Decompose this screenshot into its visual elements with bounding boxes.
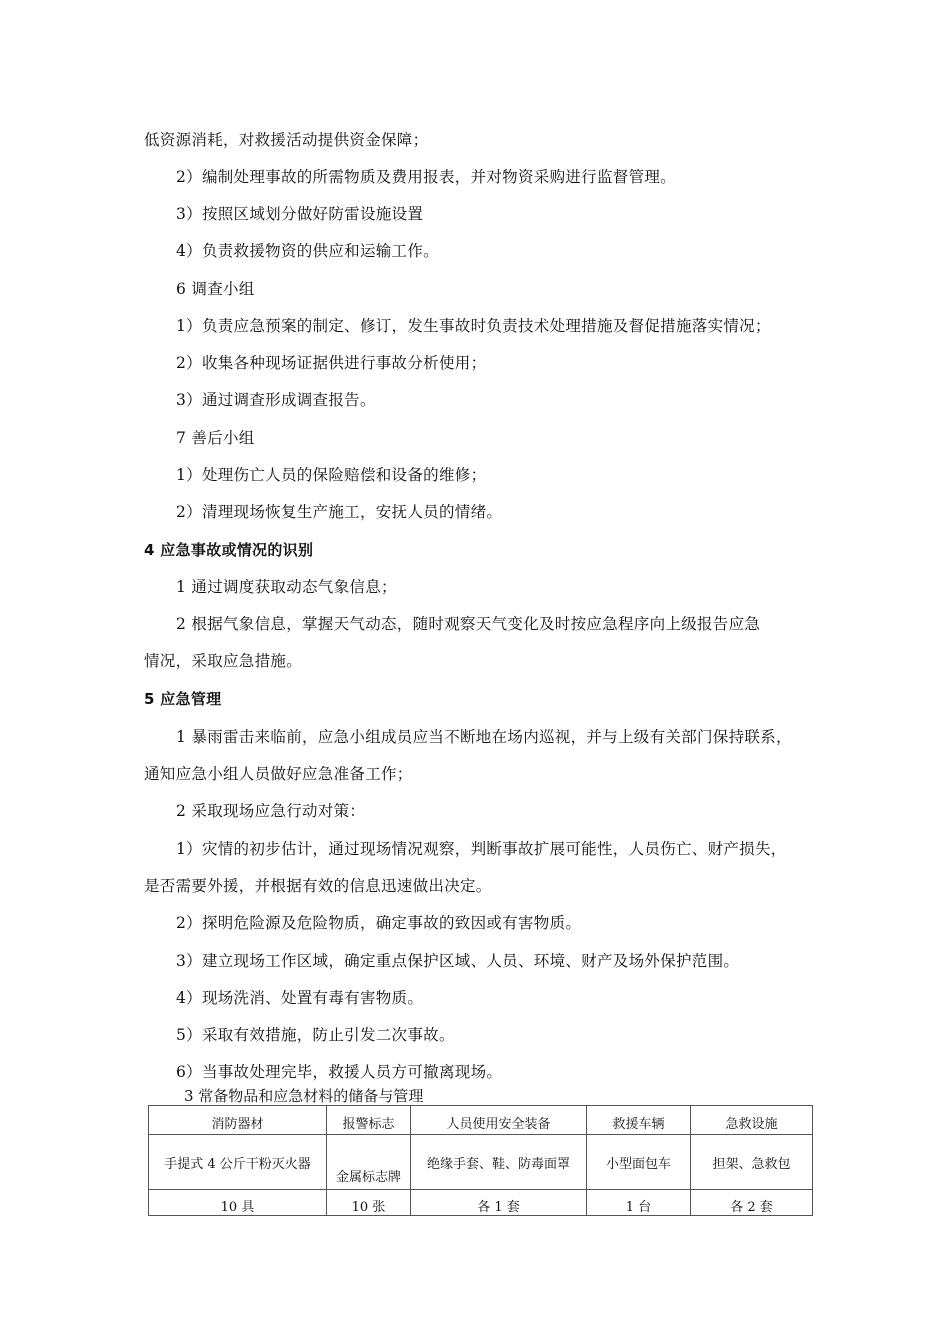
table-header-row <box>149 1106 813 1135</box>
item-cell: 手提式 4 公斤干粉灭火器 <box>149 1135 327 1190</box>
subsection-title: 6 调查小组 <box>176 280 255 298</box>
text-line: 1 通过调度获取动态气象信息； <box>176 578 397 596</box>
header-cell-fire-equipment: 消防器材 <box>149 1106 327 1135</box>
section-heading: 4 应急事故或情况的识别 <box>144 541 314 559</box>
table-caption: 3 常备物品和应急材料的储备与管理 <box>184 1087 424 1105</box>
text-line: 5）采取有效措施，防止引发二次事故。 <box>176 1026 455 1044</box>
item-cell: 绝缘手套、鞋、防毒面罩 <box>411 1135 587 1190</box>
table-row <box>149 1190 813 1216</box>
quantity-cell: 各 1 套 <box>411 1190 587 1216</box>
item-cell: 小型面包车 <box>587 1135 691 1190</box>
text-line: 情况，采取应急措施。 <box>144 652 303 670</box>
text-line: 2）清理现场恢复生产施工，安抚人员的情绪。 <box>176 503 503 521</box>
text-line: 1）处理伤亡人员的保险赔偿和设备的维修； <box>176 466 487 484</box>
header-cell-alarm-signs: 报警标志 <box>327 1106 411 1135</box>
quantity-cell: 10 具 <box>149 1190 327 1216</box>
text-line: 1）负责应急预案的制定、修订，发生事故时负责技术处理措施及督促措施落实情况； <box>176 317 771 335</box>
quantity-cell: 1 台 <box>587 1190 691 1216</box>
header-cell-first-aid: 急救设施 <box>691 1106 813 1135</box>
text-line: 低资源消耗，对救援活动提供资金保障； <box>144 131 429 149</box>
text-line: 2 采取现场应急行动对策： <box>176 802 366 820</box>
text-line: 通知应急小组人员做好应急准备工作； <box>144 765 413 783</box>
text-line: 2）收集各种现场证据供进行事故分析使用； <box>176 354 487 372</box>
text-line: 是否需要外援，并根据有效的信息迅速做出决定。 <box>144 877 492 895</box>
item-cell: 金属标志牌 <box>327 1135 411 1190</box>
quantity-cell: 各 2 套 <box>691 1190 813 1216</box>
text-line: 3）按照区域划分做好防雷设施设置 <box>176 205 424 223</box>
subsection-title: 7 善后小组 <box>176 429 255 447</box>
text-line: 3）通过调查形成调查报告。 <box>176 391 376 409</box>
text-line: 4）负责救援物资的供应和运输工作。 <box>176 242 439 260</box>
text-line: 2）探明危险源及危险物质，确定事故的致因或有害物质。 <box>176 914 582 932</box>
header-cell-safety-gear: 人员使用安全装备 <box>411 1106 587 1135</box>
table-row <box>149 1135 813 1190</box>
quantity-cell: 10 张 <box>327 1190 411 1216</box>
text-line: 1）灾情的初步估计，通过现场情况观察，判断事故扩展可能性，人员伤亡、财产损失， <box>176 840 787 858</box>
text-line: 1 暴雨雷击来临前，应急小组成员应当不断地在场内巡视，并与上级有关部门保持联系， <box>176 728 792 746</box>
section-heading: 5 应急管理 <box>144 690 222 708</box>
item-cell: 担架、急救包 <box>691 1135 813 1190</box>
supplies-table <box>148 1105 813 1216</box>
text-line: 2 根据气象信息，掌握天气动态，随时观察天气变化及时按应急程序向上级报告应急 <box>176 615 761 633</box>
header-cell-rescue-vehicle: 救援车辆 <box>587 1106 691 1135</box>
text-line: 4）现场洗消、处置有毒有害物质。 <box>176 989 424 1007</box>
text-line: 6）当事故处理完毕，救援人员方可撤离现场。 <box>176 1063 503 1081</box>
text-line: 2）编制处理事故的所需物质及费用报表，并对物资采购进行监督管理。 <box>176 168 676 186</box>
text-line: 3）建立现场工作区域，确定重点保护区域、人员、环境、财产及场外保护范围。 <box>176 952 740 970</box>
